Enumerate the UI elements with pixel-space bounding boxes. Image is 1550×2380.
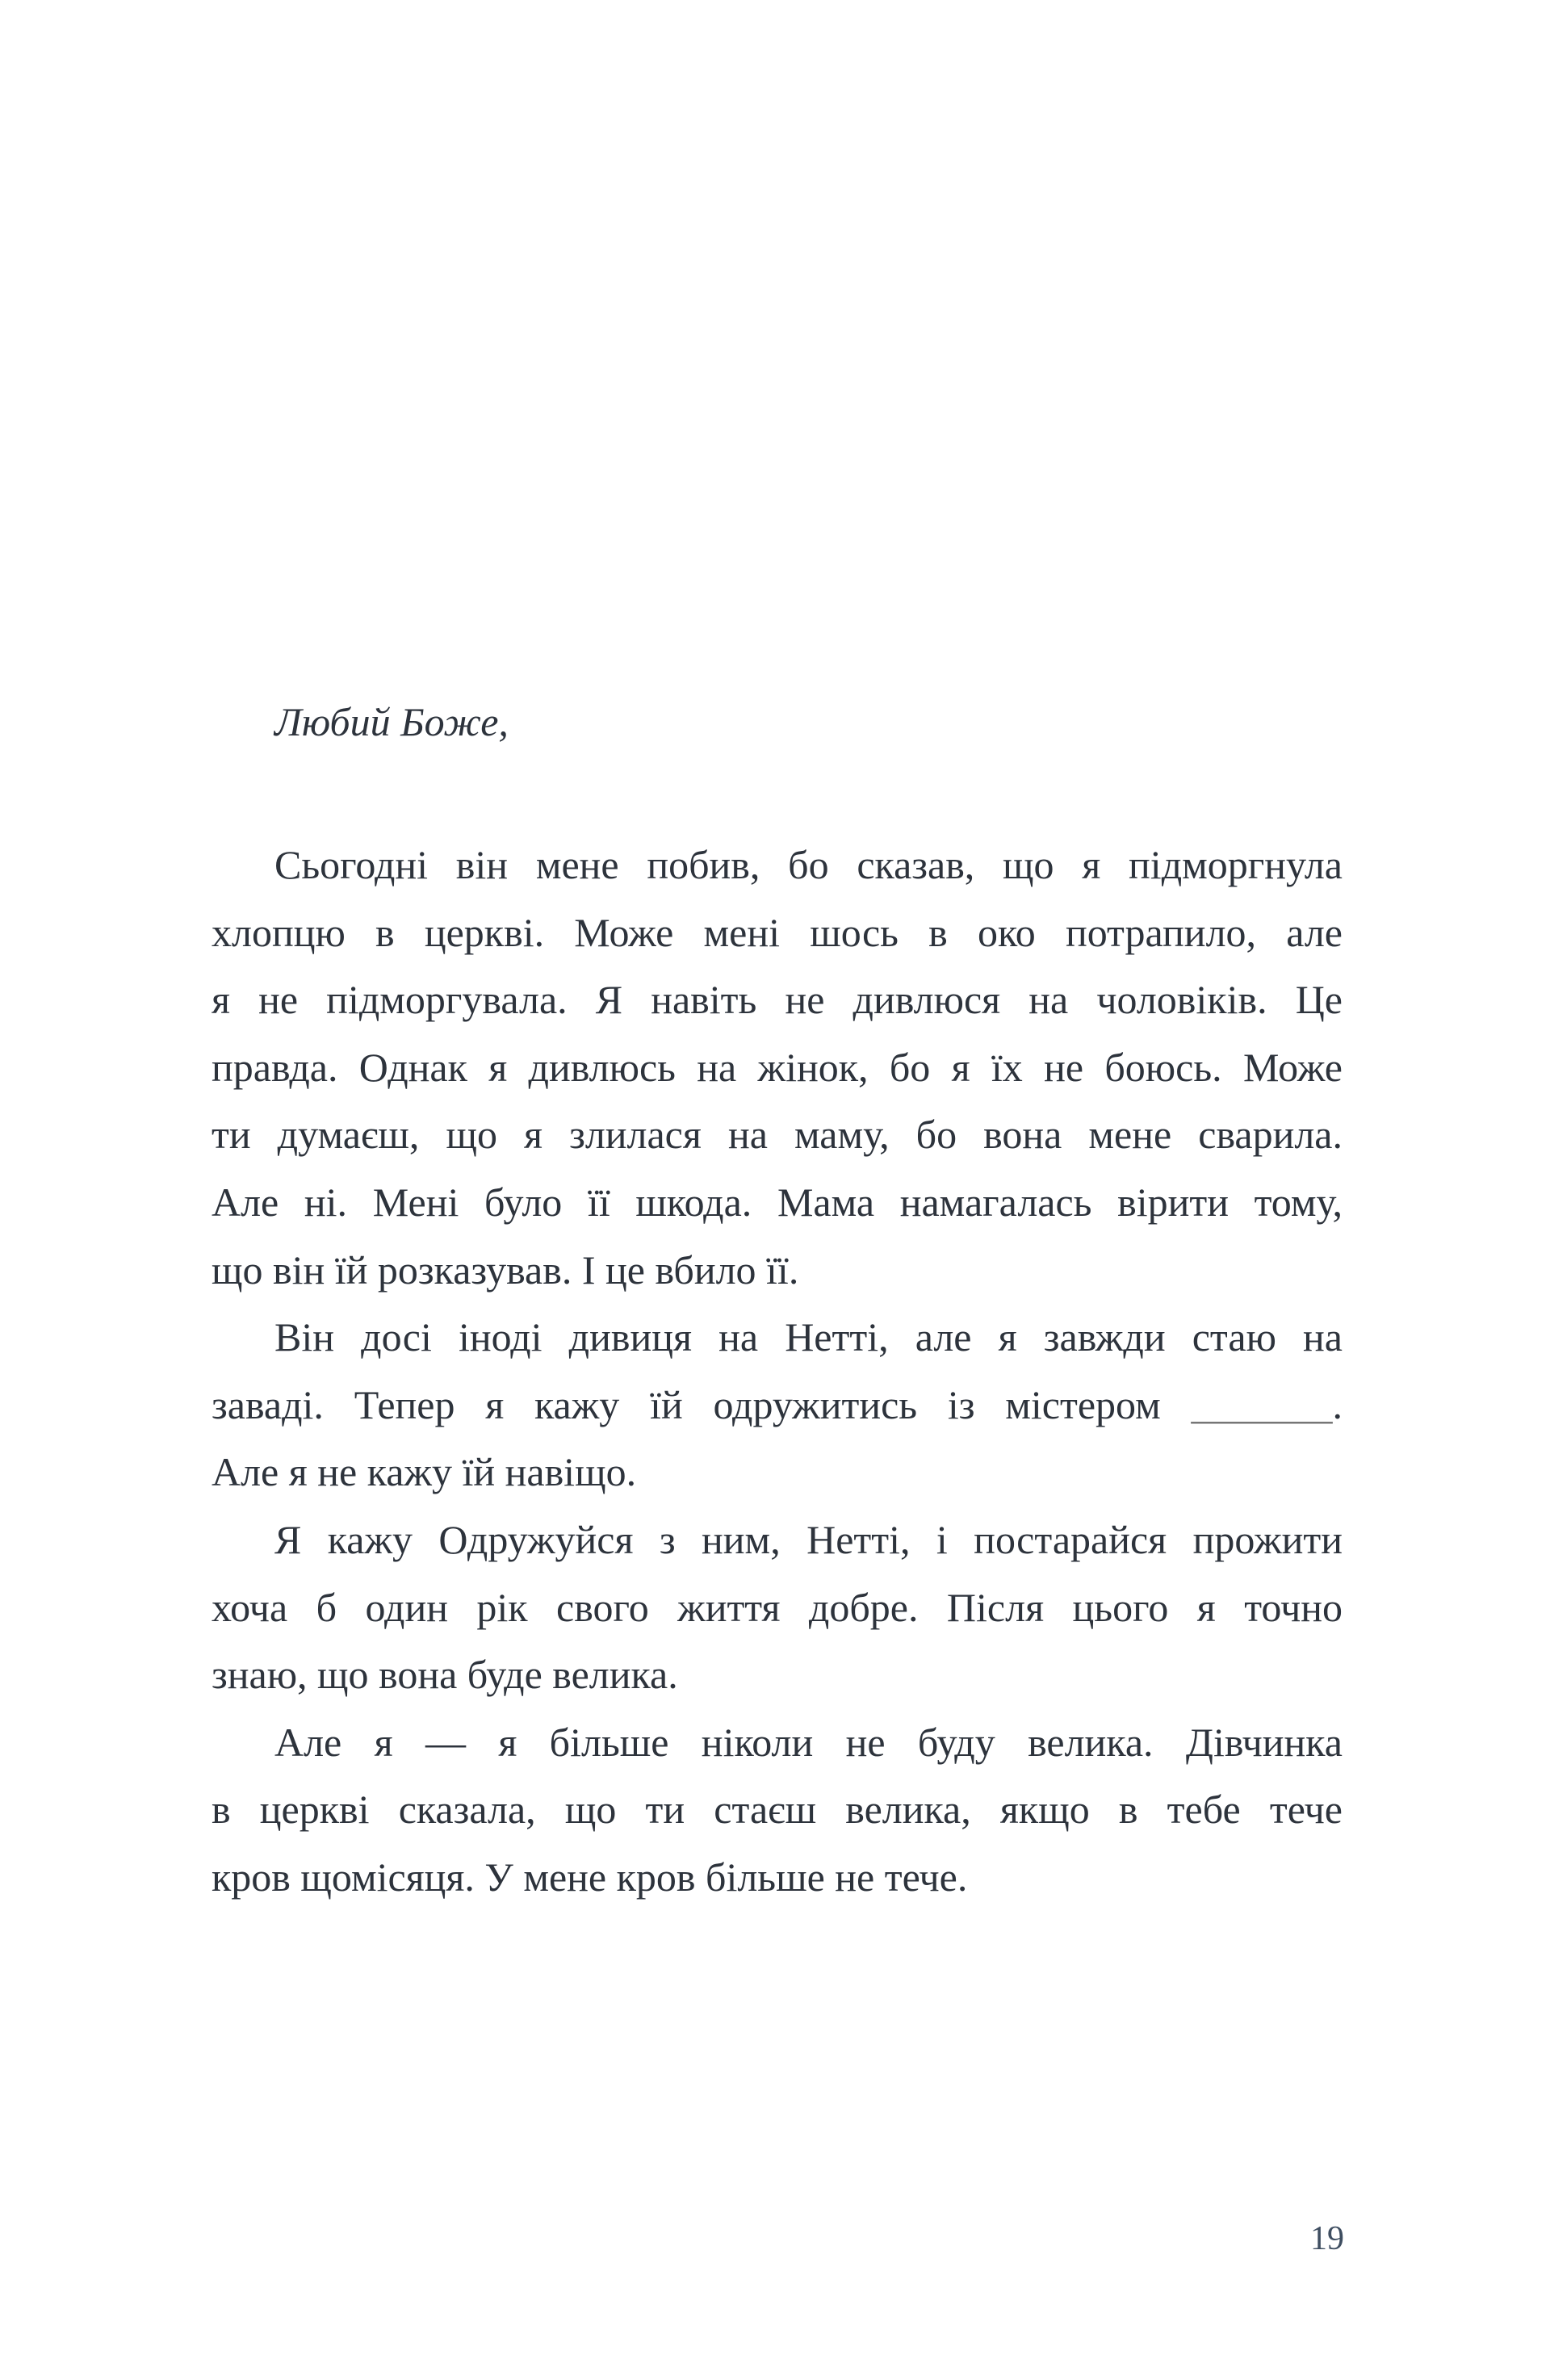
blank-placeholder: _______: [1191, 1381, 1333, 1427]
body-line: хоча б один рік свого життя добре. Після цього я точно: [212, 1584, 1343, 1630]
body-line: Але ні. Мені було її шкода. Мама намагалась вірити тому,: [212, 1179, 1343, 1225]
body-line: ти думаєш, що я злилася на маму, бо вона мене сварила.: [212, 1112, 1343, 1158]
letter-salutation: Любий Боже,: [274, 699, 509, 744]
body-line: правда. Однак я дивлюсь на жінок, бо я їх не боюсь. Може: [212, 1044, 1343, 1090]
page-number: 19: [1310, 2220, 1344, 2257]
body-line: я не підморгувала. Я навіть не дивлюся на чоловіків. Це: [212, 977, 1343, 1023]
body-line: Я кажу Одружуйся з ним, Нетті, і постарайся прожити: [274, 1516, 1343, 1562]
body-line-text: .: [1332, 1381, 1343, 1427]
body-line: знаю, що вона буде велика.: [212, 1652, 678, 1698]
body-line: Але я — я більше ніколи не буду велика. Дівчинка: [274, 1719, 1343, 1765]
body-line: кров щомісяця. У мене кров більше не тече.: [212, 1854, 968, 1900]
body-line: що він їй розказував. І це вбило її.: [212, 1247, 799, 1293]
body-line: в церкві сказала, що ти стаєш велика, якщо в тебе тече: [212, 1787, 1343, 1833]
body-line-with-blank: [212, 1372, 1343, 1439]
body-line-text: заваді. Тепер я кажу їй одружитись із містером: [212, 1381, 1192, 1427]
body-line: Сьогодні він мене побив, бо сказав, що я підморгнула: [274, 842, 1343, 887]
body-line: хлопцю в церкві. Може мені шось в око потрапило, але: [212, 909, 1343, 955]
letter-body: [212, 832, 1343, 1912]
body-line: Але я не кажу їй навіщо.: [212, 1449, 637, 1495]
body-line: Він досі іноді дивиця на Нетті, але я завжди стаю на: [274, 1314, 1343, 1360]
